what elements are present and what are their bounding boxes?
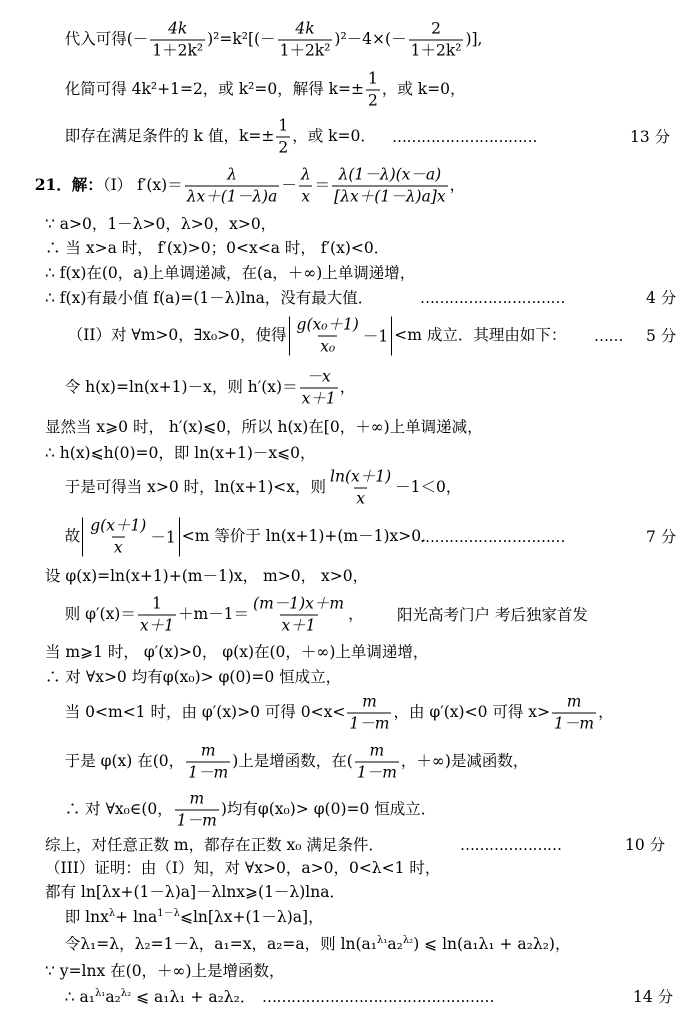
text: ∴ h(x)⩽h(0)=0，即 ln(x+1)－x⩽0，: [45, 444, 316, 462]
fraction: $\frac{m}{1-m}$: [356, 741, 397, 782]
text: ∴ f(x)有最小值 f(a)=(1－λ)lna，没有最大值．: [45, 289, 374, 307]
text: 即 lnx: [64, 908, 109, 926]
text: ，或 k=0，: [381, 80, 466, 98]
fraction: $\frac{m}{1-m}$: [176, 789, 217, 830]
exponent: λ₂: [402, 934, 414, 946]
fraction: $\frac{\ln(x+1)}{x}$: [330, 467, 392, 508]
text: a₂: [387, 935, 403, 953]
text: 设 φ(x)=ln(x+1)+(m－1)x， m>0， x>0，: [45, 567, 369, 585]
text: 于是可得当 x>0 时，ln(x+1)<x，则: [64, 478, 327, 496]
text: ，＋∞)是减函数，: [400, 752, 529, 770]
text: + lna: [115, 908, 158, 926]
fraction: $\frac{1}{x+1}$: [139, 594, 174, 635]
leader-dots: …………………………: [420, 289, 565, 307]
exponent: λ₂: [120, 987, 132, 999]
fraction: $\frac{\lambda}{\lambda x+(1-\lambda)a}$: [186, 165, 278, 206]
fraction: $\frac{\text{g(x₀＋1)}}{\text{x₀}}$: [296, 315, 359, 356]
text: 当 m⩾1 时， φ′(x)>0， φ(x)在(0，＋∞)上单调递增，: [45, 643, 429, 661]
text: 代入可得(－: [64, 30, 149, 48]
text: 显然当 x⩾0 时， h′(x)⩽0，所以 h(x)在[0，＋∞)上单调递减，: [45, 418, 483, 436]
text: ∴ f(x)在(0，a)上单调递减，在(a，＋∞)上单调递增，: [45, 264, 416, 282]
text: 当 0<m<1 时，由 φ′(x)>0 可得 0<x<: [64, 703, 346, 721]
fraction: $\frac{m}{1-m}$: [188, 741, 229, 782]
leader-dots: …………………………: [392, 128, 537, 146]
text: )均有φ(x₀)> φ(0)=0 恒成立．: [220, 800, 437, 818]
text: 令λ₁=λ，λ₂=1－λ，a₁=x，a₂=a，则 ln(a₁: [64, 935, 378, 953]
fraction: $\frac{m}{1-m}$: [349, 692, 390, 733]
text: )²=k²[(－: [207, 30, 276, 48]
text: ，: [348, 605, 364, 623]
fraction: $\frac{1}{2}$: [368, 69, 378, 110]
fraction: $\frac{4k}{\text{1＋2k²}}$: [279, 19, 331, 60]
text: ，: [449, 176, 466, 194]
fraction: $\frac{m}{1-m}$: [554, 692, 595, 733]
text: ∵ a>0，1－λ>0，λ>0，x>0，: [45, 215, 277, 233]
text: ∴ a₁: [64, 988, 95, 1006]
fraction: $\frac{(m-1)x+m}{x+1}$: [253, 594, 345, 635]
exponent: 1－λ: [157, 907, 180, 919]
text: ∴ 对 ∀x>0 均有φ(x₀)> φ(0)=0 恒成立，: [45, 668, 342, 686]
text: ＋m－1＝: [177, 605, 250, 623]
text: ⩽ln[λx+(1－λ)a]，: [179, 908, 324, 926]
text: －: [281, 176, 297, 194]
source-note: 阳光高考门户 考后独家首发: [397, 606, 588, 624]
fraction: $\frac{g(x+1)}{x}$: [90, 516, 147, 557]
text: ∴ 对 ∀x₀∈(0，: [64, 800, 173, 818]
question-number: 21．: [34, 175, 72, 194]
fraction: $\frac{2}{\text{1＋2k²}}$: [410, 19, 462, 60]
text: 令 h(x)=ln(x+1)－x，则 h′(x)＝: [64, 378, 298, 396]
score: 7 分: [646, 528, 677, 546]
score: 10 分: [625, 836, 666, 854]
text: ) ⩽ ln(a₁λ₁ + a₂λ₂)，: [413, 935, 571, 953]
fraction: $\frac{4k}{\text{1＋2k²}}$: [152, 19, 204, 60]
text: （II）对 ∀m>0，∃x₀>0，使得: [67, 326, 287, 344]
text: 故: [64, 527, 81, 545]
solution-label: 解：: [71, 175, 103, 194]
text: )²－4×(－: [334, 30, 407, 48]
score: 13 分: [630, 128, 671, 146]
text: a₂: [105, 988, 121, 1006]
text: ，由 φ′(x)<0 可得 x>: [393, 703, 551, 721]
text: <m 成立．其理由如下：: [394, 326, 567, 344]
text: <m 等价于 ln(x+1)+(m－1)x>0．: [181, 527, 437, 545]
text: ∵ y=lnx 在(0，＋∞)上是增函数，: [45, 962, 285, 980]
absolute-value: $\frac{g(x+1)}{x}$ －1: [82, 518, 180, 557]
text: 则 φ′(x)＝: [64, 605, 136, 623]
score: 14 分: [633, 988, 674, 1006]
exponent: λ₁: [94, 987, 106, 999]
text: －1＜0，: [395, 478, 462, 496]
absolute-value: $\frac{\text{g(x₀＋1)}}{\text{x₀}}$ －1: [289, 317, 393, 356]
score: 5 分: [646, 327, 677, 345]
fraction: $\frac{1}{2}$: [278, 116, 289, 157]
leader-dots: …………………………………………: [262, 988, 494, 1006]
text: )上是增函数，在(: [232, 752, 353, 770]
text: ，: [339, 378, 356, 396]
text: ，或 k=0．: [292, 127, 376, 145]
fraction: $\frac{\lambda}{x}$: [300, 165, 311, 206]
text: （I） f′(x)＝: [102, 176, 183, 194]
score: 4 分: [646, 289, 677, 307]
text: ⩽ a₁λ₁ + a₂λ₂．: [131, 988, 256, 1006]
text: )],: [465, 30, 483, 48]
text: 综上，对任意正数 m，都存在正数 x₀ 满足条件．: [45, 836, 384, 854]
leader-dots: …………………: [460, 836, 562, 854]
text: ∴ 当 x>a 时， f′(x)>0；0<x<a 时， f′(x)<0．: [45, 239, 390, 257]
leader-dots: ……: [594, 327, 623, 345]
exponent: λ₁: [377, 934, 388, 946]
exponent: λ: [108, 907, 116, 919]
fraction: $\frac{-x}{x+1}$: [301, 367, 336, 408]
text: ＝: [314, 176, 331, 194]
text: ，: [598, 703, 614, 721]
text: 都有 ln[λx+(1－λ)a]－λlnx⩾(1－λ)lna．: [45, 883, 345, 901]
text: 于是 φ(x) 在(0，: [64, 752, 185, 770]
fraction: $\frac{\lambda(1-\lambda)(x-a)}{[\lambda x+(1-\lambda)a]x}$: [334, 165, 446, 206]
text: 化简可得 4k²+1=2，或 k²=0，解得 k=±: [64, 80, 364, 98]
text: （III）证明：由（I）知，对 ∀x>0，a>0，0<λ<1 时，: [45, 859, 441, 877]
leader-dots: …………………………: [420, 528, 565, 546]
text: 即存在满足条件的 k 值，k=±: [64, 127, 275, 145]
